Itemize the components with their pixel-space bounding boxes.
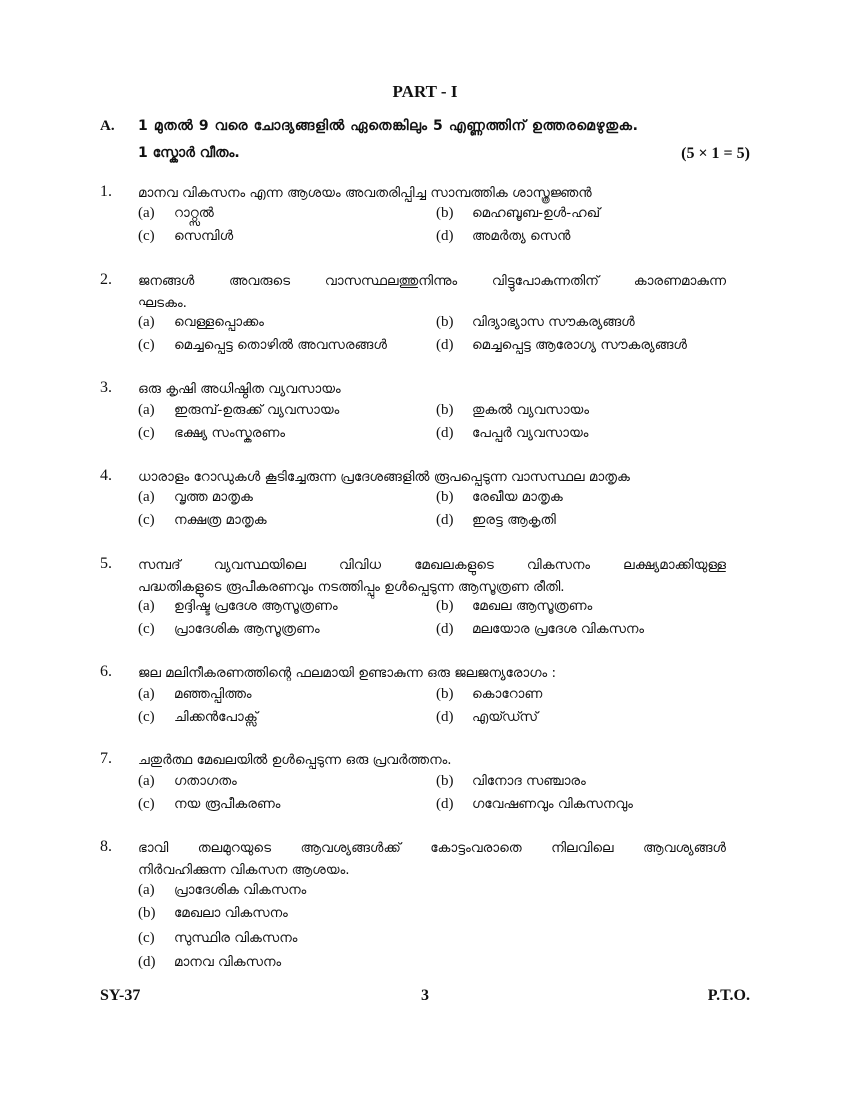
question-text: ഭാവി തലമുറയുടെ ആവശ്യങ്ങൾക്ക് കോട്ടംവരാതെ നിലവിലെ ആവശ്യങ്ങൾ	[138, 840, 726, 856]
option-text: മാനവ വികസനം	[174, 954, 282, 970]
option-label: (d)	[436, 337, 454, 353]
option-label: (a)	[138, 598, 155, 614]
question-text: പദ്ധതികളുടെ രൂപീകരണവും നടത്തിപ്പും ഉൾപ്പെടുന്ന ആസൂത്രണ രീതി.	[138, 579, 565, 595]
option-text: അമർത്യ സെൻ	[472, 228, 571, 244]
option-text: രേഖീയ മാതൃക	[472, 489, 563, 505]
option-a	[138, 489, 253, 506]
question-number: 5.	[100, 555, 112, 572]
option-text: ഇരട്ട ആകൃതി	[472, 512, 556, 528]
option-text: മെച്ചപ്പെട്ട തൊഴിൽ അവസരങ്ങൾ	[174, 337, 387, 353]
option-text: മേഖല ആസൂത്രണം	[472, 598, 593, 614]
option-text: ഭക്ഷ്യ സംസ്കരണം	[174, 425, 286, 441]
option-label: (c)	[138, 621, 155, 637]
option-d	[436, 425, 588, 442]
question-text: ജനങ്ങൾ അവരുടെ വാസസ്ഥലത്തുനിന്നും വിട്ടുപോകുന്നതിന് കാരണമാകുന്ന	[138, 273, 726, 289]
option-text: പ്രാദേശിക വികസനം	[174, 882, 307, 898]
option-label: (a)	[138, 686, 155, 702]
option-text: വിനോദ സഞ്ചാരം	[472, 773, 586, 789]
option-a	[138, 686, 252, 703]
option-text: നക്ഷത്ര മാതൃക	[174, 512, 267, 528]
option-text: എയ്ഡ്സ്	[472, 709, 538, 725]
option-label: (d)	[436, 621, 454, 637]
question-text: ചതുർത്ഥ മേഖലയിൽ ഉൾപ്പെടുന്ന ഒരു പ്രവർത്തനം.	[138, 752, 452, 768]
question-text: ജല മലിനീകരണത്തിന്റെ ഫലമായി ഉണ്ടാകുന്ന ഒരു ജലജന്യരോഗം :	[138, 665, 557, 681]
question-text: മാനവ വികസനം എന്ന ആശയം അവതരിപ്പിച്ച സാമ്പത്തിക ശാസ്ത്രജ്ഞൻ	[138, 185, 592, 201]
option-d	[138, 954, 281, 971]
option-c	[138, 930, 297, 947]
option-d	[436, 709, 538, 726]
option-text: ചിക്കൻപോക്സ്	[174, 709, 258, 725]
option-label: (c)	[138, 709, 155, 725]
option-c	[138, 512, 267, 529]
footer-pto: P.T.O.	[707, 987, 750, 1004]
option-label: (a)	[138, 402, 155, 418]
option-label: (a)	[138, 773, 155, 789]
option-text: മലയോര പ്രദേശ വികസനം	[472, 621, 645, 637]
option-c	[138, 796, 280, 813]
option-label: (c)	[138, 512, 155, 528]
option-label: (b)	[436, 402, 454, 418]
question-number: 2.	[100, 271, 112, 288]
option-a	[138, 882, 306, 899]
option-c	[138, 425, 285, 442]
option-text: വിദ്യാഭ്യാസ സൗകര്യങ്ങൾ	[472, 314, 635, 330]
instruction-line-2: 1 സ്കോർ വീതം.	[138, 145, 240, 161]
option-label: (b)	[436, 489, 454, 505]
option-b	[436, 686, 542, 703]
option-c	[138, 228, 233, 245]
option-label: (d)	[436, 512, 454, 528]
option-text: സെമ്പിൾ	[174, 228, 234, 244]
option-label: (a)	[138, 882, 155, 898]
option-text: ഉദ്ദിഷ്ട പ്രദേശ ആസൂത്രണം	[174, 598, 338, 614]
question-text: ഒരു കൃഷി അധിഷ്ഠിത വ്യവസായം	[138, 381, 341, 397]
question-number: 1.	[100, 183, 112, 200]
option-label: (b)	[436, 205, 454, 221]
part-heading: PART - I	[392, 82, 458, 101]
option-label: (b)	[436, 686, 454, 702]
option-b	[138, 905, 288, 922]
option-text: സുസ്ഥിര വികസനം	[174, 930, 298, 946]
option-c	[138, 709, 258, 726]
option-d	[436, 512, 556, 529]
option-b	[436, 598, 592, 615]
option-label: (a)	[138, 314, 155, 330]
option-label: (d)	[138, 954, 156, 970]
option-c	[138, 621, 320, 638]
option-label: (b)	[436, 773, 454, 789]
option-text: ഗവേഷണവും വികസനവും	[472, 796, 633, 812]
option-label: (b)	[138, 905, 156, 921]
option-c	[138, 337, 387, 354]
option-label: (c)	[138, 930, 155, 946]
option-d	[436, 337, 687, 354]
question-number: 8.	[100, 838, 112, 855]
footer-code: SY-37	[100, 987, 141, 1004]
option-d	[436, 796, 633, 813]
option-text: തുകൽ വ്യവസായം	[472, 402, 590, 418]
option-text: മേഖലാ വികസനം	[174, 905, 288, 921]
question-text: ഘടകം.	[138, 295, 187, 311]
option-text: മഞ്ഞപ്പിത്തം	[174, 686, 252, 702]
option-label: (d)	[436, 228, 454, 244]
option-text: പ്രാദേശിക ആസൂത്രണം	[174, 621, 320, 637]
question-text: നിർവഹിക്കുന്ന വികസന ആശയം.	[138, 862, 350, 878]
instruction-marks: (5 × 1 = 5)	[681, 145, 750, 162]
option-label: (c)	[138, 337, 155, 353]
option-text: വെള്ളപ്പൊക്കം	[174, 314, 264, 330]
instruction-line-1: 1 മുതൽ 9 വരെ ചോദ്യങ്ങളിൽ ഏതെങ്കിലും 5 എണ്ണത്തിന് ഉത്തരമെഴുതുക.	[138, 118, 639, 134]
option-text: വൃത്ത മാതൃക	[174, 489, 253, 505]
option-text: മെച്ചപ്പെട്ട ആരോഗ്യ സൗകര്യങ്ങൾ	[472, 337, 687, 353]
option-label: (c)	[138, 425, 155, 441]
option-b	[436, 314, 635, 331]
question-text: സമ്പദ് വ്യവസ്ഥയിലെ വിവിധ മേഖലകളുടെ വികസനം ലക്ഷ്യമാക്കിയുള്ള	[138, 557, 726, 573]
option-d	[436, 621, 644, 638]
option-text: റാറ്റ്സൽ	[174, 205, 214, 221]
question-number: 6.	[100, 663, 112, 680]
option-text: നയ രൂപീകരണം	[174, 796, 281, 812]
option-label: (c)	[138, 796, 155, 812]
option-a	[138, 205, 214, 222]
option-label: (b)	[436, 598, 454, 614]
option-a	[138, 402, 339, 419]
option-text: പേപ്പർ വ്യവസായം	[472, 425, 589, 441]
option-text: കൊറോണ	[472, 686, 543, 702]
option-b	[436, 773, 586, 790]
option-label: (d)	[436, 709, 454, 725]
option-a	[138, 598, 338, 615]
option-a	[138, 314, 264, 331]
option-label: (d)	[436, 796, 454, 812]
option-label: (a)	[138, 489, 155, 505]
option-label: (c)	[138, 228, 155, 244]
option-a	[138, 773, 237, 790]
instruction-label: A.	[100, 118, 115, 134]
footer-page-number: 3	[421, 987, 429, 1004]
option-b	[436, 489, 563, 506]
option-label: (b)	[436, 314, 454, 330]
option-text: ഗതാഗതം	[174, 773, 237, 789]
option-d	[436, 228, 570, 245]
option-b	[436, 205, 600, 222]
option-text: ഇരുമ്പ്-ഉരുക്ക് വ്യവസായം	[174, 402, 340, 418]
question-text: ധാരാളം റോഡുകൾ കൂടിച്ചേരുന്ന പ്രദേശങ്ങളിൽ രൂപപ്പെടുന്ന വാസസ്ഥല മാതൃക	[138, 469, 630, 485]
option-text: മെഹബൂബ-ഉൾ-ഹഖ്	[472, 205, 601, 221]
question-number: 3.	[100, 379, 112, 396]
option-b	[436, 402, 589, 419]
question-number: 4.	[100, 467, 112, 484]
option-label: (d)	[436, 425, 454, 441]
question-number: 7.	[100, 750, 112, 767]
option-label: (a)	[138, 205, 155, 221]
